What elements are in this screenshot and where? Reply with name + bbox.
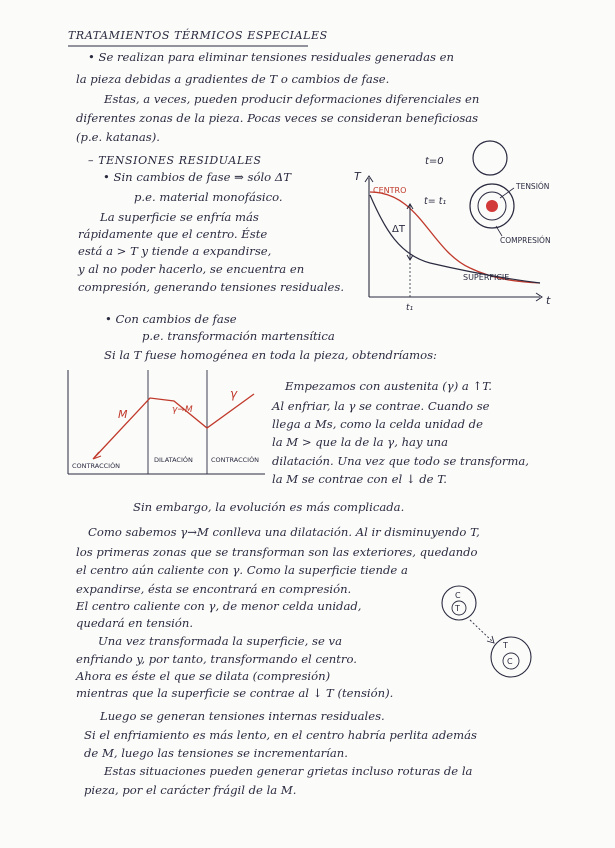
t0-label: t=0 [425, 156, 444, 167]
d2-M-label: M [118, 408, 128, 421]
body-line-5: El centro caliente con γ, de menor celda unidad, [76, 599, 362, 613]
delta-t-label: ΔT [392, 224, 405, 235]
no-phase-line-1: • Sin cambios de fase ⇒ sólo ΔT [103, 170, 291, 184]
circle2-inner-label: C [507, 657, 513, 666]
piece-circle-t0 [473, 141, 507, 175]
y-axis-label: T [354, 170, 361, 183]
body-line-3: el centro aún caliente con γ. Como la superficie tiende a [76, 563, 408, 577]
compresion-label: COMPRESIÓN [500, 236, 551, 245]
tension-core [486, 200, 498, 212]
centro-label: CENTRO [373, 186, 407, 195]
body-line-7: Una vez transformada la superficie, se va [98, 634, 342, 648]
section-title: – TENSIONES RESIDUALES [88, 154, 262, 167]
tension-pointer [500, 188, 514, 198]
outer-circle-1 [442, 586, 476, 620]
intro-line-4: diferentes zonas de la pieza. Pocas veces se consideran beneficiosas [76, 111, 479, 125]
tension-label: TENSIÓN [516, 182, 550, 191]
body-line-14: Estas situaciones pueden generar grietas incluso roturas de la [104, 764, 473, 778]
no-phase-para-3: está a > T y tiende a expandirse, [78, 244, 272, 258]
body-line-1: Como sabemos γ→M conlleva una dilatación. Al ir disminuyendo T, [88, 525, 480, 539]
body-line-2: los primeras zonas que se transforman son las exteriores, quedando [76, 545, 478, 559]
piece-inner-circle [478, 192, 506, 220]
outer-circle-2 [491, 637, 531, 677]
body-line-10: mientras que la superficie se contrae al ↓ T (tensión). [76, 686, 394, 700]
t-equal-label: t= t₁ [424, 196, 447, 207]
no-phase-line-2: p.e. material monofásico. [134, 190, 283, 204]
right-line-3: llega a Ms, como la celda unidad de [272, 417, 483, 431]
body-line-15: pieza, por el carácter frágil de la M. [84, 783, 297, 797]
phase-line-2: p.e. transformación martensítica [142, 329, 335, 343]
intro-line-5: (p.e. katanas). [76, 130, 160, 144]
compresion-pointer [496, 226, 502, 236]
piece-circle-t1 [470, 184, 514, 228]
superficie-label: SUPERFICIE [463, 273, 510, 282]
sin-embargo-line: Sin embargo, la evolución es más complicada. [133, 500, 405, 514]
d2-trans-label: γ→M [172, 405, 193, 415]
intro-line-1: • Se realizan para eliminar tensiones residuales generadas en [88, 50, 454, 64]
body-line-11: Luego se generan tensiones internas residuales. [100, 709, 385, 723]
inner-circle-2 [503, 653, 519, 669]
circle1-outer-label: C [455, 591, 461, 600]
circle1-inner-label: T [455, 604, 460, 613]
circle2-outer-label: T [503, 641, 508, 650]
right-line-5: dilatación. Una vez que todo se transforma, [272, 454, 529, 468]
d2-curve [94, 394, 254, 458]
right-line-1: Empezamos con austenita (γ) a ↑T. [285, 379, 492, 393]
no-phase-para-1: La superficie se enfría más [100, 210, 259, 224]
d2-dilatacion: DILATACIÓN [154, 456, 193, 464]
d2-contraccion-1: CONTRACCIÓN [72, 462, 121, 470]
body-line-8: enfriando y, por tanto, transformando el centro. [76, 652, 357, 666]
right-line-6: la M se contrae con el ↓ de T. [272, 472, 447, 486]
phase-line-1: • Con cambios de fase [105, 312, 237, 326]
x-axis-label: t [546, 294, 551, 307]
no-phase-para-2: rápidamente que el centro. Éste [78, 227, 268, 241]
intro-line-2: la pieza debidas a gradientes de T o cambios de fase. [76, 72, 390, 86]
d2-contraccion-2: CONTRACCIÓN [211, 456, 260, 464]
phase-line-3: Si la T fuese homogénea en toda la pieza, obtendríamos: [104, 348, 437, 362]
body-line-13: de M, luego las tensiones se incrementarían. [84, 746, 348, 760]
intro-line-3: Estas, a veces, pueden producir deformaciones diferenciales en [104, 92, 480, 106]
body-line-6: quedará en tensión. [76, 616, 194, 630]
superficie-curve [370, 195, 540, 283]
t1-label: t₁ [406, 303, 414, 313]
body-line-12: Si el enfriamiento es más lento, en el centro habría perlita además [84, 728, 477, 742]
body-line-4: expandirse, ésta se encontrará en compresión. [76, 582, 352, 596]
transition-arrow [470, 620, 493, 642]
right-line-4: la M > que la de la γ, hay una [272, 435, 449, 449]
page-title: TRATAMIENTOS TÉRMICOS ESPECIALES [68, 29, 328, 42]
no-phase-para-4: y al no poder hacerlo, se encuentra en [78, 262, 305, 276]
title-underline [68, 44, 308, 48]
inner-circle-1 [452, 601, 466, 615]
centro-curve [370, 192, 540, 283]
d2-gamma-label: γ [230, 387, 238, 401]
right-line-2: Al enfriar, la γ se contrae. Cuando se [272, 399, 490, 413]
body-line-9: Ahora es éste el que se dilata (compresión) [76, 669, 331, 683]
no-phase-para-5: compresión, generando tensiones residuales. [78, 280, 345, 294]
